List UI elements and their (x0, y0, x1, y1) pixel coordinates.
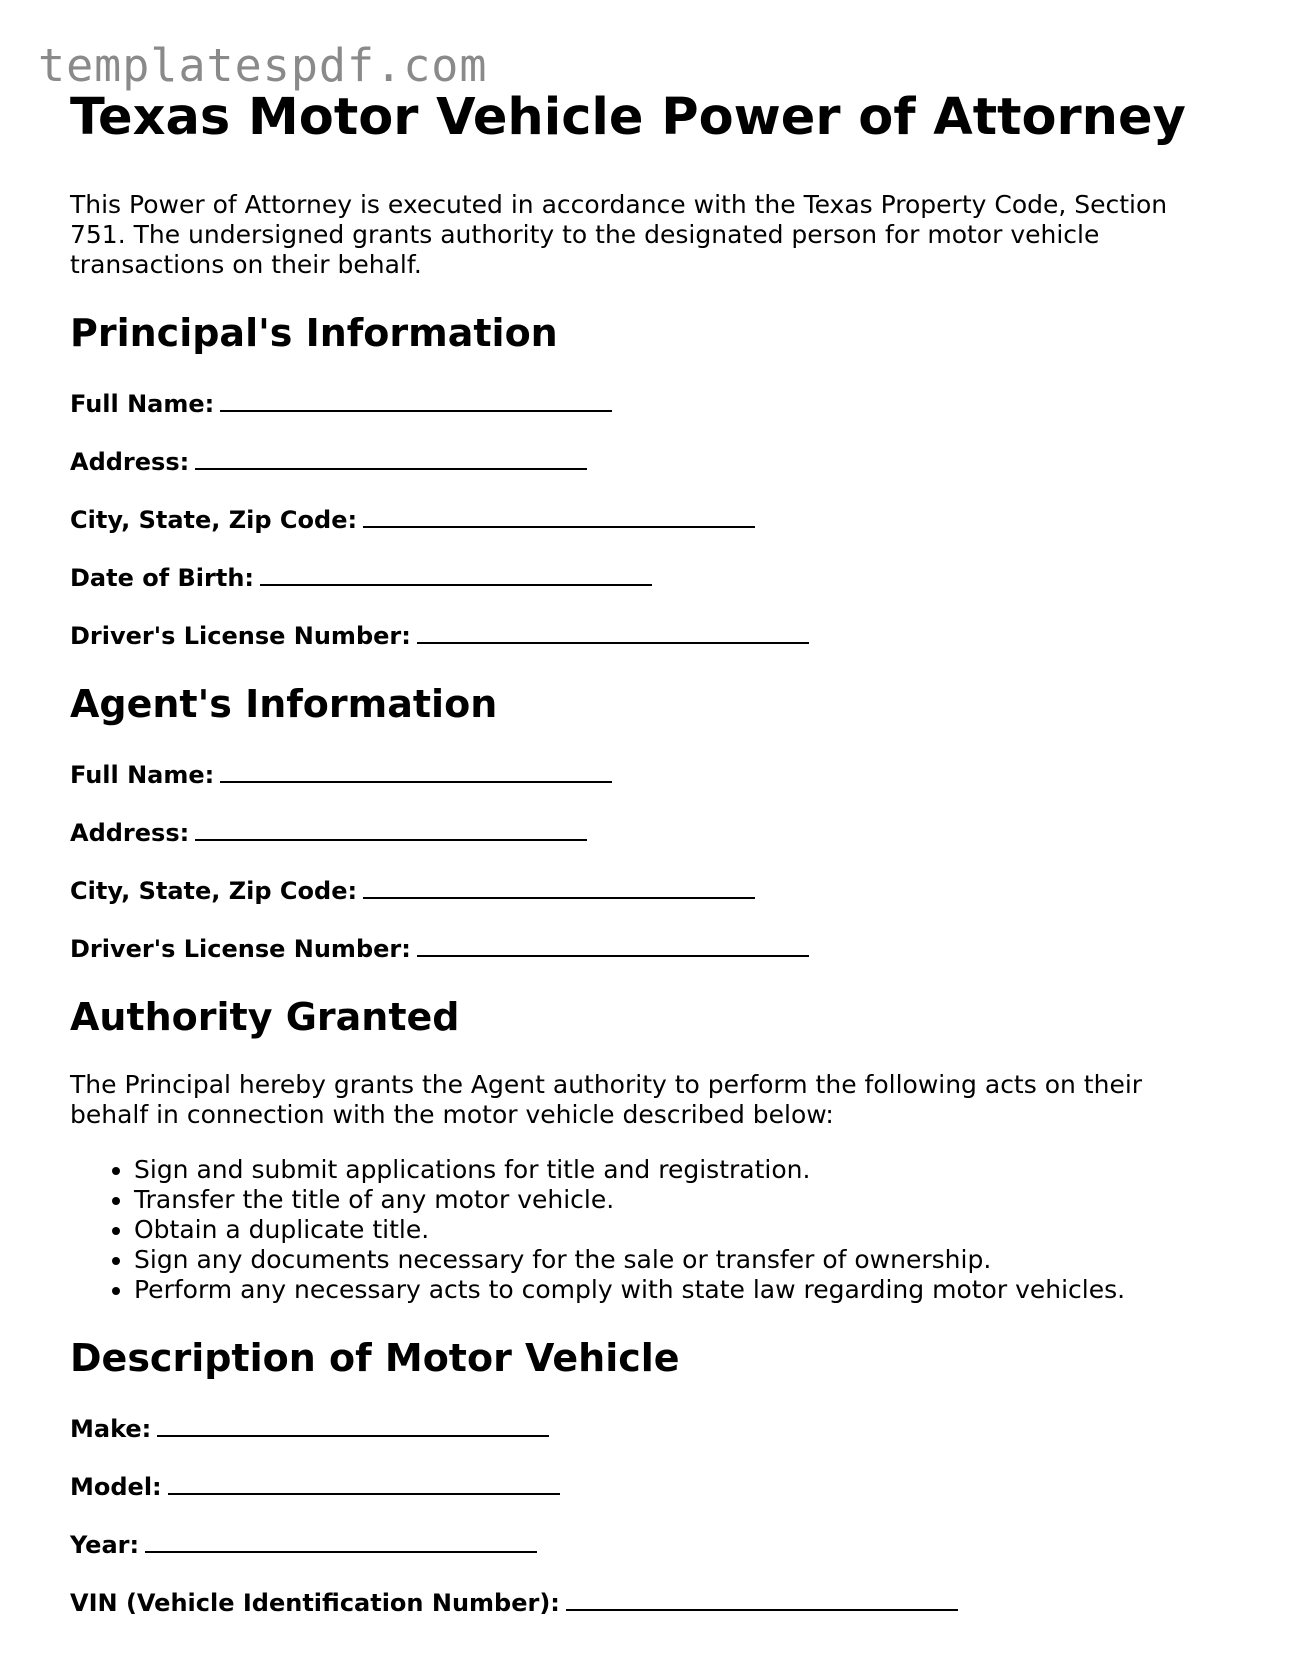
principal-full-name-label: Full Name: (70, 390, 215, 418)
principal-city-state-zip-label: City, State, Zip Code: (70, 506, 358, 534)
agent-address-field (70, 815, 1220, 848)
principal-license-label: Driver's License Number: (70, 622, 411, 650)
authority-item: • Obtain a duplicate title. (134, 1215, 1220, 1245)
principal-address-label: Address: (70, 448, 190, 476)
vehicle-model-label: Model: (70, 1473, 162, 1501)
principal-dob-label: Date of Birth: (70, 564, 255, 592)
agent-city-state-zip-blank[interactable] (363, 873, 755, 899)
agent-full-name-label: Full Name: (70, 761, 215, 789)
document-title: Texas Motor Vehicle Power of Attorney (70, 88, 1186, 147)
authority-item: • Perform any necessary acts to comply with state law regarding motor vehicles. (134, 1275, 1220, 1305)
authority-paragraph: The Principal hereby grants the Agent authority to perform the following acts on their behalf in connection with the motor vehicle described below: (70, 1070, 1143, 1129)
vehicle-heading: Description of Motor Vehicle (70, 1336, 680, 1380)
watermark: templatespdf.com (38, 39, 488, 92)
vehicle-make-field (70, 1411, 1220, 1444)
authority-item: • Sign any documents necessary for the sale or transfer of ownership. (134, 1245, 1220, 1275)
agent-heading: Agent's Information (70, 682, 498, 726)
principal-license-blank[interactable] (417, 618, 809, 644)
vehicle-model-field (70, 1469, 1220, 1502)
principal-full-name-field (70, 386, 1220, 419)
agent-license-blank[interactable] (417, 931, 809, 957)
principal-full-name-blank[interactable] (220, 386, 612, 412)
vehicle-make-blank[interactable] (157, 1411, 549, 1437)
vehicle-year-label: Year: (70, 1531, 140, 1559)
principal-dob-blank[interactable] (260, 560, 652, 586)
agent-license-field (70, 931, 1220, 964)
agent-city-state-zip-field (70, 873, 1220, 906)
vehicle-vin-field (70, 1585, 1220, 1618)
vehicle-vin-blank[interactable] (566, 1585, 958, 1611)
agent-address-blank[interactable] (195, 815, 587, 841)
principal-heading: Principal's Information (70, 311, 558, 355)
authority-heading: Authority Granted (70, 995, 460, 1039)
agent-address-label: Address: (70, 819, 190, 847)
principal-dob-field (70, 560, 1220, 593)
authority-item: • Transfer the title of any motor vehicle. (134, 1185, 1220, 1215)
authority-item: • Sign and submit applications for title and registration. (134, 1155, 1220, 1185)
principal-license-field (70, 618, 1220, 651)
principal-city-state-zip-blank[interactable] (363, 502, 755, 528)
intro-paragraph: This Power of Attorney is executed in accordance with the Texas Property Code, Section 751. The undersigned grants authority to the designated person for motor vehicle transactions on their behalf. (70, 190, 1168, 279)
authority-list (70, 1155, 1220, 1305)
agent-license-label: Driver's License Number: (70, 935, 411, 963)
vehicle-year-blank[interactable] (145, 1527, 537, 1553)
vehicle-vin-label: VIN (Vehicle Identification Number): (70, 1589, 560, 1617)
vehicle-year-field (70, 1527, 1220, 1560)
principal-address-blank[interactable] (195, 444, 587, 470)
vehicle-make-label: Make: (70, 1415, 152, 1443)
vehicle-model-blank[interactable] (168, 1469, 560, 1495)
agent-full-name-blank[interactable] (220, 757, 612, 783)
document-page (70, 84, 1220, 1618)
agent-full-name-field (70, 757, 1220, 790)
principal-address-field (70, 444, 1220, 477)
principal-city-state-zip-field (70, 502, 1220, 535)
agent-city-state-zip-label: City, State, Zip Code: (70, 877, 358, 905)
